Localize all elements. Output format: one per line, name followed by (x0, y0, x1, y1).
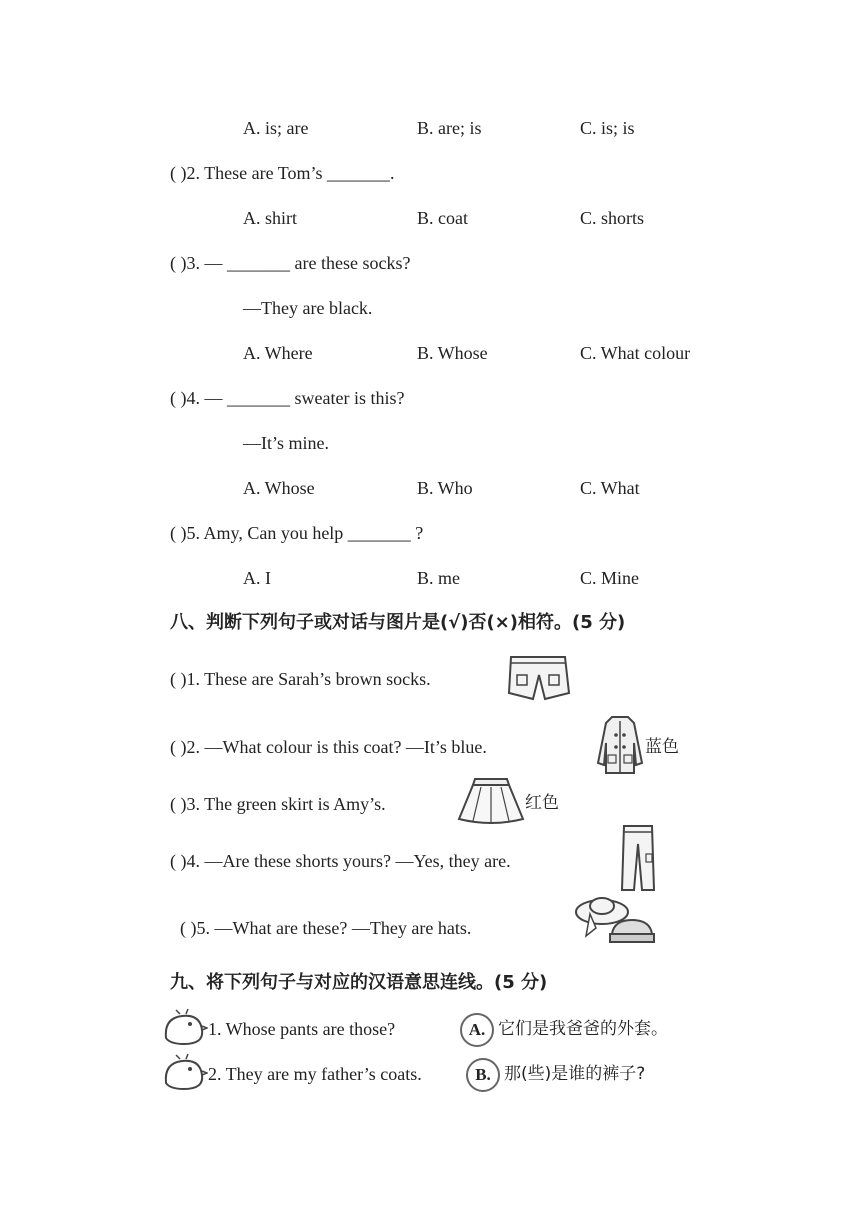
s9-option-b (466, 1056, 645, 1092)
q3-option-b: B. Whose (417, 343, 488, 363)
q2-option-b: B. coat (417, 208, 468, 228)
option-a-circle: A. (460, 1013, 494, 1047)
s8-item-2-note: 蓝色 (645, 737, 679, 757)
s9-en-1: 1. Whose pants are those? (208, 1019, 396, 1039)
pants-icon (618, 824, 658, 894)
s8-item-2: ( )2. —What colour is this coat? —It’s blue. (170, 737, 487, 757)
s8-item-1: ( )1. These are Sarah’s brown socks. (170, 669, 431, 689)
section-9-heading: 九、将下列句子与对应的汉语意思连线。(5 分) (170, 972, 548, 993)
s9-cn-b: 那(些)是谁的裤子? (504, 1064, 646, 1084)
s8-item-5: ( )5. —What are these? —They are hats. (180, 918, 472, 938)
q4-option-a: A. Whose (243, 478, 315, 498)
q5-option-c: C. Mine (580, 568, 640, 588)
q1-option-b: B. are; is (417, 118, 482, 138)
q5-option-a: A. I (243, 568, 271, 588)
question-3-answer: —They are black. (243, 298, 373, 318)
hats-icon (572, 892, 658, 958)
s9-cn-a: 它们是我爸爸的外套。 (498, 1019, 668, 1039)
question-5: ( )5. Amy, Can you help _______ ? (170, 523, 424, 543)
question-3: ( )3. — _______ are these socks? (170, 253, 411, 273)
q4-option-b: B. Who (417, 478, 473, 498)
s8-item-4: ( )4. —Are these shorts yours? —Yes, they are. (170, 851, 511, 871)
coat-icon (596, 713, 644, 777)
q3-option-c: C. What colour (580, 343, 691, 363)
q2-option-a: A. shirt (243, 208, 297, 228)
question-4: ( )4. — _______ sweater is this? (170, 388, 405, 408)
s8-item-3: ( )3. The green skirt is Amy’s. (170, 794, 386, 814)
s8-item-3-note: 红色 (525, 793, 559, 813)
bird-icon (160, 1008, 208, 1048)
section-8-heading: 八、判断下列句子或对话与图片是(√)否(×)相符。(5 分) (170, 612, 626, 633)
option-b-circle: B. (466, 1058, 500, 1092)
q3-option-a: A. Where (243, 343, 313, 363)
q2-option-c: C. shorts (580, 208, 645, 228)
q5-option-b: B. me (417, 568, 460, 588)
q1-option-a: A. is; are (243, 118, 309, 138)
s9-en-2: 2. They are my father’s coats. (208, 1064, 422, 1084)
shorts-icon (503, 653, 575, 705)
q1-option-c: C. is; is (580, 118, 635, 138)
question-2: ( )2. These are Tom’s _______. (170, 163, 395, 183)
skirt-icon (455, 775, 527, 827)
q4-option-c: C. What (580, 478, 640, 498)
bird-icon (160, 1053, 208, 1093)
question-4-answer: —It’s mine. (243, 433, 329, 453)
s9-option-a (460, 1011, 668, 1047)
